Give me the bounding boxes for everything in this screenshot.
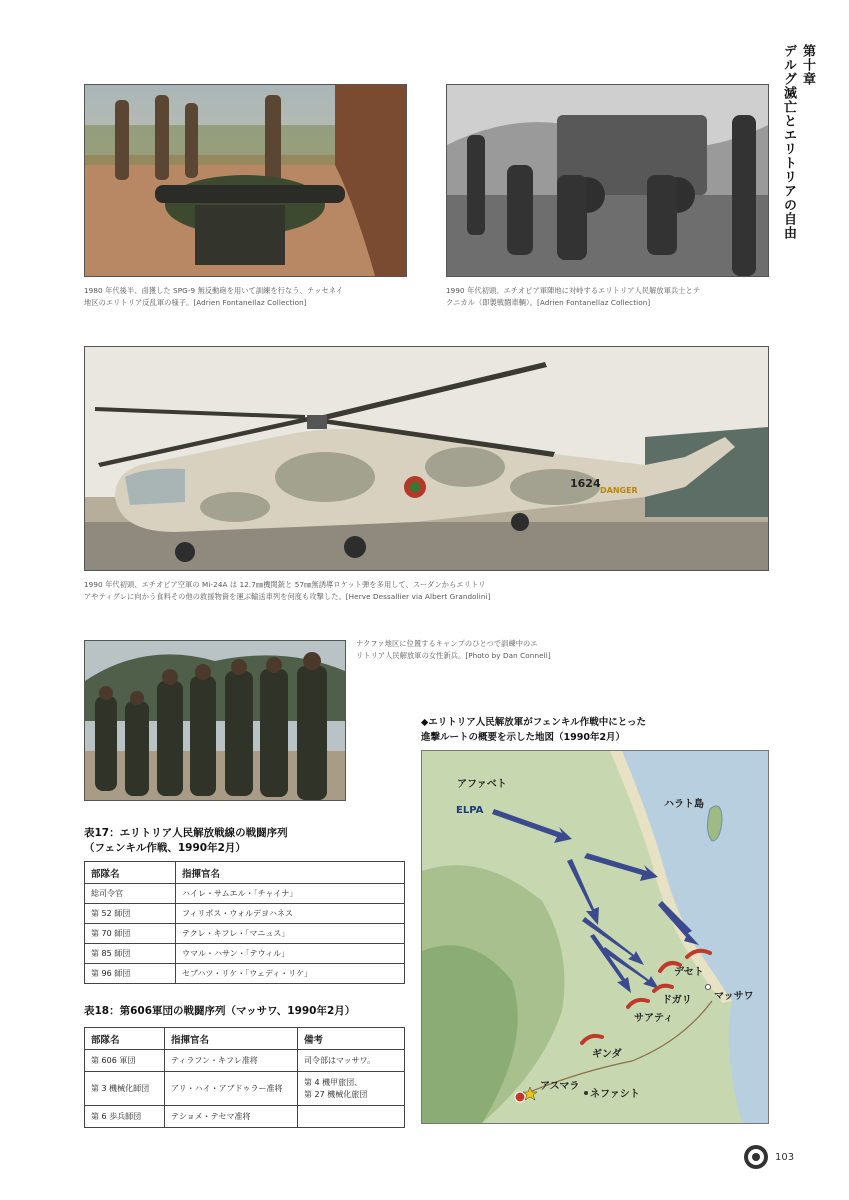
map-label-dese: デセト <box>674 967 704 978</box>
table-row <box>85 1106 405 1128</box>
caption-photo2-line2: クニカル（即製戦闘車輌）。[Adrien Fontanellaz Collection] <box>446 298 651 307</box>
map-label-asmara: アスマラ <box>540 1081 580 1092</box>
table17-cell-unit: 総司令官 <box>85 884 176 904</box>
photo-mi24a-helicopter <box>84 346 769 571</box>
map-label-afabet: アファベト <box>457 779 507 790</box>
chapter-number: 第十章 <box>800 44 815 86</box>
caption-photo1-line1: 1980 年代後半、鹵獲した SPG-9 無反動砲を用いて訓練を行なう、テッセネイ <box>84 286 344 295</box>
table17-header-commander: 指揮官名 <box>176 862 405 884</box>
heli-danger-marking: DANGER <box>600 486 638 495</box>
map-label-ghinda: ギンダ <box>592 1049 622 1060</box>
table17-cell-commander: ハイレ・サムエル・「チャイナ」 <box>176 884 405 904</box>
table18-header-commander: 指揮官名 <box>165 1028 298 1050</box>
table17-title <box>84 826 288 856</box>
photo-female-recruits <box>84 640 346 801</box>
chapter-title: デルグ滅亡とエリトリアの自由 <box>781 44 796 240</box>
caption-photo3-line1: 1990 年代初頭、エチオピア空軍の Mi-24A は 12.7㎜機関銃と 57㎜無誘導ロケット弾を多用して、スーダンからエリトリ <box>84 580 486 589</box>
map-label-massawa: マッサワ <box>714 991 754 1002</box>
photo-recruits-image <box>85 641 345 800</box>
table18-cell-unit: 第 606 軍団 <box>85 1050 165 1072</box>
map-label-elpa: ELPA <box>456 805 484 816</box>
caption-photo4-line1: ナクファ地区に位置するキャンプのひとつで訓練中のエ <box>356 639 538 648</box>
massawa-marker <box>706 985 711 990</box>
table-row <box>85 944 405 964</box>
table-row <box>85 1050 405 1072</box>
map-title-line1: ◆エリトリア人民解放軍がフェンキル作戦中にとった <box>421 717 647 728</box>
caption-photo3-line2: アやティグレに向かう食料その他の救援物資を運ぶ輸送車列を何度も攻撃した。[Herve Dessallier via Albert Grandolini] <box>84 592 491 601</box>
caption-photo2 <box>446 285 776 309</box>
table-row <box>85 904 405 924</box>
table18-cell-notes: 司令部はマッサワ。 <box>298 1050 405 1072</box>
caption-photo4-line2: リトリア人民解放軍の女性新兵。[Photo by Dan Connell] <box>356 651 551 660</box>
caption-photo2-line1: 1990 年代初頭、エチオピア軍陣地に対峙するエリトリア人民解放軍兵士とテ <box>446 286 701 295</box>
table17-cell-commander: セブハツ・リケ・「ウェディ・リケ」 <box>176 964 405 984</box>
fenkil-campaign-map <box>421 750 769 1124</box>
table18-header-unit: 部隊名 <box>85 1028 165 1050</box>
table17-title-line2: （フェンキル作戦、1990年2月） <box>84 842 246 854</box>
table18-cell-notes <box>298 1072 405 1106</box>
table18-cell-commander: アリ・ハイ・アブドゥラー准将 <box>165 1072 298 1106</box>
table17-cell-commander: テクレ・キフレ・「マニュス」 <box>176 924 405 944</box>
map-label-dahlak: ハラト島 <box>664 799 704 810</box>
photo-mi24a-image <box>85 347 768 570</box>
heli-serial: 1624 <box>570 477 601 490</box>
table18 <box>84 1027 405 1128</box>
table17-cell-unit: 第 70 師団 <box>85 924 176 944</box>
caption-photo4 <box>356 638 616 662</box>
map-title-line2: 進撃ルートの概要を示した地図（1990年2月） <box>421 732 626 743</box>
table17-cell-unit: 第 52 師団 <box>85 904 176 924</box>
photo-technical <box>446 84 769 277</box>
table18-cell-commander: ティラフン・キフレ准将 <box>165 1050 298 1072</box>
table17-cell-commander: ウマル・ハサン・「テウィル」 <box>176 944 405 964</box>
nefasit-marker <box>584 1091 588 1095</box>
map-label-sahati: サアティ <box>634 1013 674 1024</box>
table17-cell-commander: フィリポス・ウォルデヨハネス <box>176 904 405 924</box>
map-label-nefasit: ネファシト <box>590 1089 640 1100</box>
emblem-icon <box>743 1144 769 1170</box>
table-row <box>85 924 405 944</box>
table17-header-unit: 部隊名 <box>85 862 176 884</box>
table17-title-line1: 表17：エリトリア人民解放戦線の戦闘序列 <box>84 827 288 839</box>
caption-photo1 <box>84 285 414 309</box>
table18-cell-notes <box>298 1106 405 1128</box>
map-title <box>421 715 646 745</box>
table17 <box>84 861 405 984</box>
table18-note-line1: 第 4 機甲旅団、 <box>304 1077 363 1087</box>
chapter-side-title <box>781 44 817 240</box>
table17-cell-unit: 第 85 師団 <box>85 944 176 964</box>
map-canvas <box>422 751 768 1123</box>
table18-title: 表18：第606軍団の戦闘序列（マッサワ、1990年2月） <box>84 1005 356 1017</box>
table17-header-row <box>85 862 405 884</box>
caption-photo3 <box>84 579 774 603</box>
photo-spg9-training <box>84 84 407 277</box>
table18-cell-commander: テショメ・テセマ准将 <box>165 1106 298 1128</box>
table18-header-row <box>85 1028 405 1050</box>
table18-cell-unit: 第 6 歩兵師団 <box>85 1106 165 1128</box>
photo-spg9-image <box>85 85 406 276</box>
caption-photo1-line2: 地区のエリトリア反乱軍の様子。[Adrien Fontanellaz Collection] <box>84 298 307 307</box>
table18-header-notes: 備考 <box>298 1028 405 1050</box>
photo-technical-image <box>447 85 768 276</box>
page-number: 103 <box>775 1152 795 1163</box>
table18-note-line2: 第 27 機械化旅団 <box>304 1089 368 1099</box>
table17-cell-unit: 第 96 師団 <box>85 964 176 984</box>
table-row <box>85 964 405 984</box>
asmara-marker <box>515 1092 525 1102</box>
map-label-dogali: ドガリ <box>662 995 692 1006</box>
table-row <box>85 1072 405 1106</box>
table18-cell-unit: 第 3 機械化師団 <box>85 1072 165 1106</box>
table-row <box>85 884 405 904</box>
